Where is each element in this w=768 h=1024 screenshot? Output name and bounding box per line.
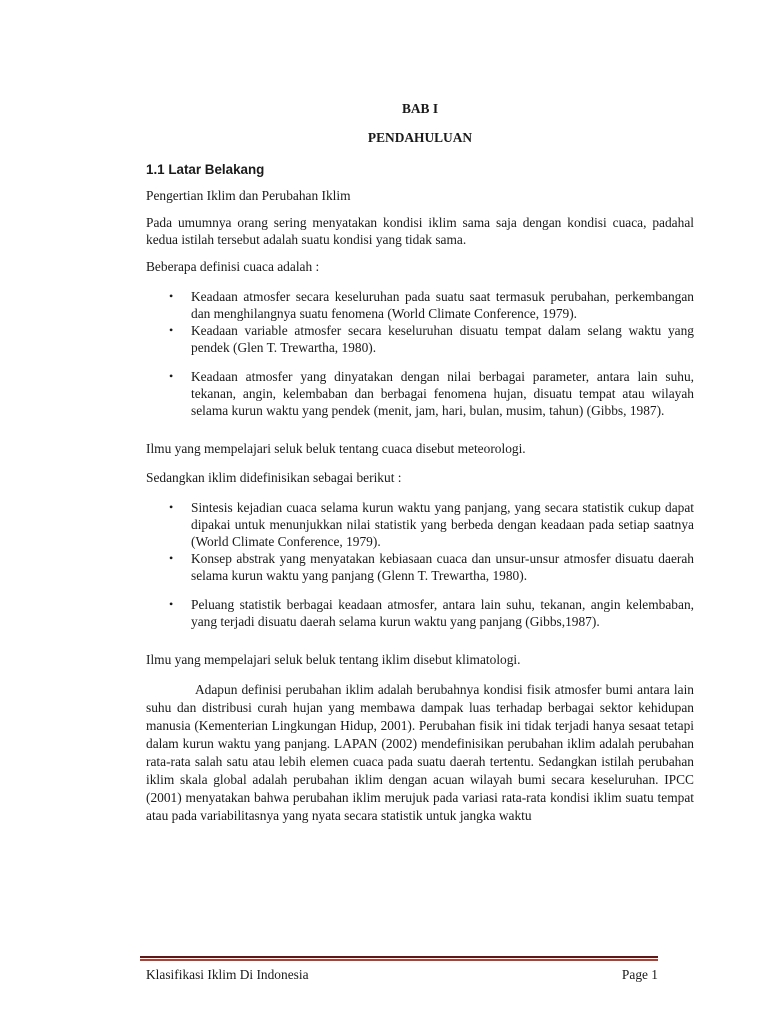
list-item-text: Keadaan atmosfer secara keseluruhan pada suatu saat termasuk perubahan, perkembangan dan menghilangnya suatu fenomena (World Climate Conference, 1979).: [191, 289, 694, 321]
list-item: [146, 499, 694, 550]
list-item: [146, 288, 694, 322]
weather-lead: Beberapa definisi cuaca adalah :: [146, 259, 320, 274]
footer-divider: [140, 956, 658, 958]
bullet-icon: •: [169, 323, 174, 337]
footer-divider-accent: [140, 959, 658, 961]
list-item-text: Keadaan variable atmosfer secara keseluruhan disuatu tempat dalam selang waktu yang pendek (Glen T. Trewartha, 1980).: [191, 323, 694, 355]
section-subheading: Pengertian Iklim dan Perubahan Iklim: [146, 188, 351, 203]
climate-change-paragraph: Adapun definisi perubahan iklim adalah berubahnya kondisi fisik atmosfer bumi antara lain suhu dan distribusi curah hujan yang membawa dampak luas terhadap berbagai sektor kehidupan manusia (Kementerian Lingkungan Hidup, 2001). Perubahan fisik ini tidak terjadi hanya sesaat tetapi dalam kurun waktu yang panjang. LAPAN (2002) mendefinisikan perubahan iklim adalah perubahan rata-rata salah satu atau lebih elemen cuaca pada suatu daerah tertentu. Sedangkan istilah perubahan iklim skala global adalah perubahan iklim dengan acuan wilayah bumi secara keseluruhan. IPCC (2001) menyatakan bahwa perubahan iklim merujuk pada variasi rata-rata kondisi iklim suatu tempat atau pada variabilitasnya yang nyata secara statistik untuk jangka waktu: [146, 682, 694, 823]
list-item-text: Sintesis kejadian cuaca selama kurun waktu yang panjang, yang secara statistik cukup dapat dipakai untuk menunjukkan nilai statistik yang berbeda dengan keadaan pada setiap saatnya (World Climate Conference, 1979).: [191, 500, 694, 549]
list-item-text: Peluang statistik berbagai keadaan atmosfer, antara lain suhu, tekanan, angin kelembaban, yang terjadi disuatu daerah selama kurun waktu yang panjang (Gibbs,1987).: [191, 597, 694, 629]
climatology-paragraph: Ilmu yang mempelajari seluk beluk tentang iklim disebut klimatologi.: [146, 652, 521, 667]
page-number: Page 1: [621, 967, 658, 982]
chapter-number: BAB I: [401, 101, 439, 116]
list-item: [146, 322, 694, 356]
list-item: [146, 368, 694, 419]
bullet-icon: •: [169, 500, 174, 514]
weather-definition-list: [146, 288, 694, 419]
list-item-text: Konsep abstrak yang menyatakan kebiasaan cuaca dan unsur-unsur atmosfer disuatu daerah selama kurun waktu yang panjang (Glenn T. Trewartha, 1980).: [191, 551, 694, 583]
chapter-title: PENDAHULUAN: [367, 130, 473, 145]
climate-definition-list: [146, 499, 694, 630]
meteorology-paragraph: Ilmu yang mempelajari seluk beluk tentang cuaca disebut meteorologi.: [146, 441, 526, 456]
bullet-icon: •: [169, 551, 174, 565]
section-heading: 1.1 Latar Belakang: [146, 162, 265, 177]
bullet-icon: •: [169, 369, 174, 383]
climate-lead: Sedangkan iklim didefinisikan sebagai berikut :: [146, 470, 402, 485]
list-item-text: Keadaan atmosfer yang dinyatakan dengan nilai berbagai parameter, antara lain suhu, tekanan, angin, kelembaban dan berbagai fenomena hujan, disuatu tempat atau wilayah selama kurun waktu yang pendek (menit, jam, hari, bulan, musim, tahun) (Gibbs, 1987).: [191, 369, 694, 418]
list-item: [146, 596, 694, 630]
footer-title: Klasifikasi Iklim Di Indonesia: [146, 967, 309, 982]
page-content: [146, 100, 694, 825]
bullet-icon: •: [169, 597, 174, 611]
list-item: [146, 550, 694, 584]
bullet-icon: •: [169, 289, 174, 303]
intro-paragraph: Pada umumnya orang sering menyatakan kondisi iklim sama saja dengan kondisi cuaca, padahal kedua istilah tersebut adalah suatu kondisi yang tidak sama.: [146, 215, 694, 247]
